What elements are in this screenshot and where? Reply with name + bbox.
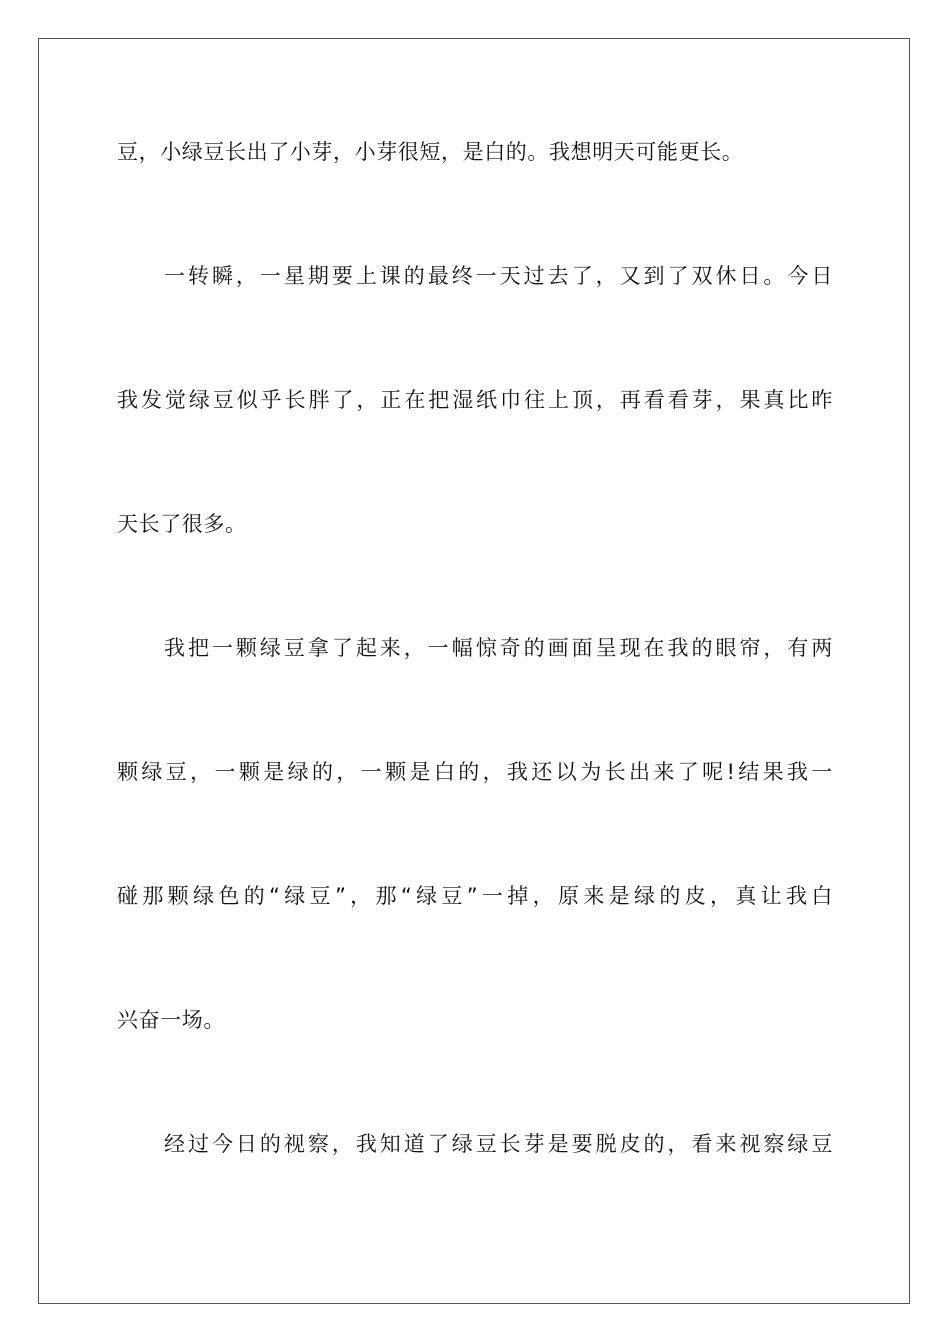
text-line: 我发觉绿豆似乎长胖了，正在把湿纸巾往上顶，再看看芽，果真比昨 bbox=[117, 388, 833, 412]
paragraph-start-line: 经过今日的视察，我知道了绿豆长芽是要脱皮的，看来视察绿豆 bbox=[164, 1132, 833, 1156]
paragraph-start-line: 我把一颗绿豆拿了起来，一幅惊奇的画面呈现在我的眼帘，有两 bbox=[164, 636, 833, 660]
text-line: 兴奋一场。 bbox=[117, 1008, 225, 1032]
text-line: 颗绿豆，一颗是绿的，一颗是白的，我还以为长出来了呢!结果我一 bbox=[117, 760, 833, 784]
paragraph-start-line: 一转瞬，一星期要上课的最终一天过去了，又到了双休日。今日 bbox=[164, 264, 833, 288]
text-line: 天长了很多。 bbox=[117, 512, 247, 536]
text-line: 豆，小绿豆长出了小芽，小芽很短，是白的。我想明天可能更长。 bbox=[117, 140, 744, 164]
text-line: 碰那颗绿色的“绿豆”，那“绿豆”一掉，原来是绿的皮，真让我白 bbox=[117, 884, 833, 908]
page-frame bbox=[38, 38, 910, 1304]
